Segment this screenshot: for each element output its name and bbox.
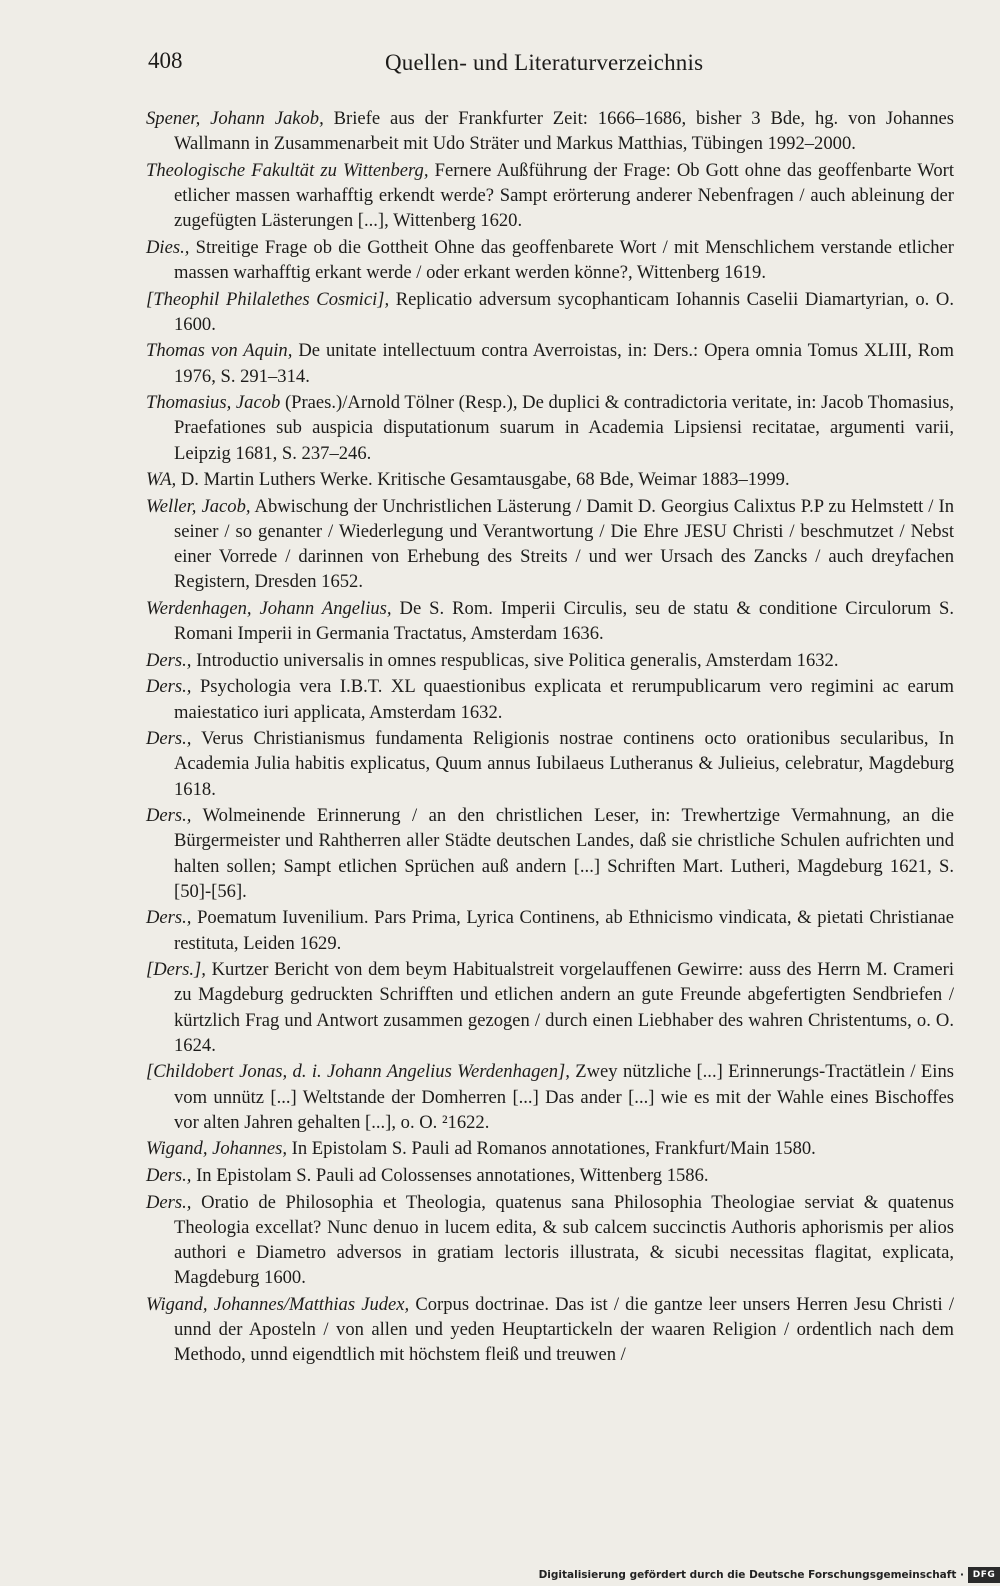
bibliography-entry (146, 1136, 954, 1161)
entry-text: Zwey nützliche [...] Erinnerungs-Tractätlein / Eins vom unnütz [...] Weltstande der Domherren [...] Das ander [...] wie es mit der Wahle eines Bischoffes vor alten Jahren gehalten [...], o. O. ²1622. (174, 1061, 954, 1133)
entry-text: De S. Rom. Imperii Circulis, seu de statu & conditione Circulorum S. Romani Imperii in Germania Tractatus, Amsterdam 1636. (174, 597, 954, 645)
entry-author: Ders., (146, 728, 192, 750)
bibliography-entry (146, 235, 954, 285)
entry-text: Psychologia vera I.B.T. XL quaestionibus explicata et rerumpublicarum vero regimini ac earum maiestatico iuri applicata, Amsterdam 1632. (174, 676, 954, 723)
bibliography-entry (146, 596, 954, 646)
entry-text: Oratio de Philosophia et Theologia, quatenus sana Philosophia Theologiae serviat & quatenus Theologia excellat? Nunc denuo in lucem edita, & sub calcem succinctis Authoris aphorismis per alios authori e Diametro adversos in gratiam lectoris illustrata, & sicubi necessitas flagitat, explicata, Magdeburg 1600. (174, 1191, 954, 1289)
entry-text: (Praes.)/Arnold Tölner (Resp.), De duplici & contradictoria veritate, in: Jacob Thomasius, Praefationes sub auspicia disputationum suarum in Academia Lipsiensi recitatae, argumenti varii, Leipzig 1681, S. 237–246. (174, 392, 954, 464)
entry-author: Thomas von Aquin, (146, 340, 293, 362)
page-number: 408 (148, 48, 183, 73)
entry-text: De unitate intellectuum contra Averroistas, in: Ders.: Opera omnia Tomus XLIII, Rom 1976, S. 291–314. (174, 340, 955, 387)
entry-text: Verus Christianismus fundamenta Religionis nostrae continens octo orationibus secularibus, In Academia Julia habitis explicatus, Quum annus Iubilaeus Lutheranus & Julieius, celebratur, Magdeburg 1618. (174, 728, 954, 800)
bibliography-entry (146, 390, 954, 466)
entry-author: Ders., (146, 676, 192, 698)
bibliography-entry (146, 1163, 954, 1188)
entry-text: Streitige Frage ob die Gottheit Ohne das geoffenbarete Wort / mit Menschlichem verstande etlicher massen warhafftig erkant werde / oder erkant werden könne?, Wittenberg 1619. (174, 236, 954, 283)
footer-credit: Digitalisierung gefördert durch die Deutsche Forschungsgemeinschaft · (538, 1569, 964, 1581)
bibliography-entry (146, 1059, 954, 1135)
bibliography-entry (146, 803, 954, 904)
entry-author: Thomasius, Jacob (146, 392, 281, 414)
entry-author: [Theophil Philalethes Cosmici], (146, 288, 390, 310)
bibliography-entry (146, 1190, 954, 1291)
entry-text: Abwischung der Unchristlichen Lästerung / Damit D. Georgius Calixtus P.P zu Helmstett / In seiner / so genanter / Wiederlegung und Verantwortung / Die Ehre JESU Christi / beschmutzet / Nebst einer Vorrede / darinnen von Erhebung des Streits / und wer Ursach des Zancks / auch dreyfachen Registern, Dresden 1652. (174, 495, 954, 593)
entry-author: Weller, Jacob, (146, 495, 251, 517)
entry-author: Wigand, Johannes, (146, 1138, 287, 1160)
bibliography-entry (146, 106, 954, 156)
entry-text: In Epistolam S. Pauli ad Romanos annotationes, Frankfurt/Main 1580. (287, 1138, 816, 1160)
entry-author: Ders., (146, 1164, 192, 1186)
entry-text: Introductio universalis in omnes respublicas, sive Politica generalis, Amsterdam 1632. (191, 649, 839, 671)
bibliography-entry (146, 467, 954, 492)
entry-author: Theologische Fakultät zu Wittenberg, (146, 159, 429, 181)
bibliography-entry (146, 287, 954, 337)
entry-author: Ders., (146, 805, 192, 827)
entry-author: Spener, Johann Jakob, (146, 108, 324, 129)
entry-text: Wolmeinende Erinnerung / an den christlichen Leser, in: Trewhertzige Vermahnung, an die Bürgermeister und Rahtherren aller Städte deutschen Landes, daß sie christliche Schulen aufrichten und halten sollen; Sampt etlichen Sprüchen auß andern [...] Schriften Mart. Lutheri, Magdeburg 1621, S. [50]-[56]. (174, 805, 954, 902)
entry-text: Poematum Iuvenilium. Pars Prima, Lyrica Continens, ab Ethnicismo vindicata, & pietati Christianae restituta, Leiden 1629. (174, 907, 954, 954)
running-head: Quellen- und Literaturverzeichnis (385, 50, 704, 75)
page-header (148, 48, 958, 84)
digitization-footer (539, 1564, 1000, 1586)
bibliography-entry (146, 674, 954, 724)
dfg-logo-icon: DFG (968, 1567, 1000, 1583)
entry-author: WA, (146, 469, 177, 491)
entry-text: Fernere Außführung der Frage: Ob Gott ohne das geoffenbarte Wort etlicher massen warhafftig erkendt werde? Sampt erörterung anderer Nebenfragen / auch ableinung der zugefügten Lästerungen [...], Wittenberg 1620. (174, 159, 954, 232)
entry-author: Wigand, Johannes/Matthias Judex, (146, 1293, 410, 1315)
entry-text: Briefe aus der Frankfurter Zeit: 1666–1686, bisher 3 Bde, hg. von Johannes Wallmann in Zusammenarbeit mit Udo Sträter und Markus Matthias, Tübingen 1992–2000. (174, 108, 954, 155)
entry-text: D. Martin Luthers Werke. Kritische Gesamtausgabe, 68 Bde, Weimar 1883–1999. (176, 469, 790, 491)
bibliography-entry (146, 957, 954, 1058)
entry-author: [Ders.], (146, 959, 206, 981)
entry-author: Ders., (146, 1191, 192, 1213)
entry-author: [Childobert Jonas, d. i. Johann Angelius Werdenhagen], (146, 1061, 570, 1083)
bibliography-entry (146, 494, 954, 595)
bibliography-entry (146, 338, 954, 388)
entry-text: Corpus doctrinae. Das ist / die gantze leer unsers Herren Jesu Christi / unnd der Aposteln / von allen und yeden Heuptartickeln der waaren Religion / ordentlich nach dem Methodo, unnd eigendtlich mit höchstem fleiß und treuwen / (174, 1293, 954, 1366)
entry-author: Dies., (146, 236, 190, 258)
entry-author: Ders., (146, 907, 192, 929)
bibliography-entry (146, 648, 954, 673)
entry-text: Kurtzer Bericht von dem beym Habitualstreit vorgelauffenen Gewirre: auss des Herrn M. Crameri zu Magdeburg gedruckten Schrifften und etlichen andern an gute Freunde abgefertigten Sendbriefen / kürtzlich Frag und Antwort zusammen gezogen / durch einen Liebhaber des wahren Christentums, o. O. 1624. (174, 959, 954, 1056)
entry-author: Werdenhagen, Johann Angelius, (146, 597, 392, 619)
bibliography-entry (146, 726, 954, 802)
bibliography-entry (146, 1292, 954, 1368)
bibliography-entry (146, 905, 954, 955)
bibliography-entry (146, 158, 954, 234)
entry-text: In Epistolam S. Pauli ad Colossenses annotationes, Wittenberg 1586. (191, 1164, 709, 1186)
entry-author: Ders., (146, 649, 192, 671)
bibliography-list (146, 106, 954, 1369)
entry-text: Replicatio adversum sycophanticam Iohannis Caselii Diamartyrian, o. O. 1600. (174, 288, 954, 335)
